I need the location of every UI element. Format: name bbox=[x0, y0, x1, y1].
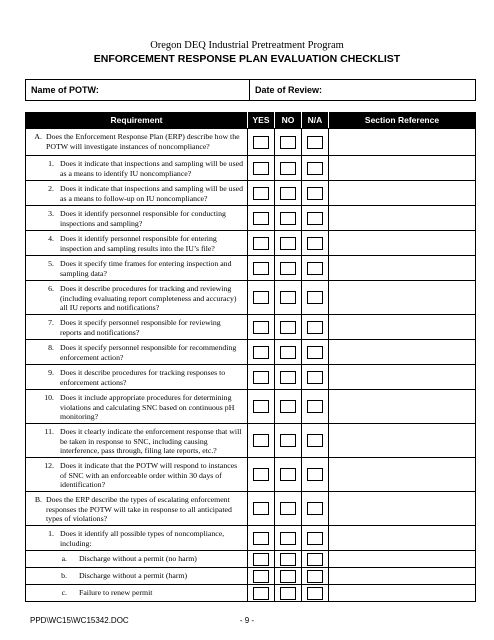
yes-cell bbox=[247, 365, 274, 389]
column-header-na: N/A bbox=[301, 112, 328, 128]
item-number: c. bbox=[61, 588, 67, 597]
na-cell bbox=[301, 181, 328, 205]
requirement-cell bbox=[26, 129, 247, 155]
no-checkbox[interactable] bbox=[280, 237, 296, 250]
yes-cell bbox=[247, 206, 274, 230]
na-checkbox[interactable] bbox=[307, 321, 323, 334]
yes-cell bbox=[247, 526, 274, 550]
item-number: 6. bbox=[48, 284, 54, 293]
yes-checkbox[interactable] bbox=[253, 371, 269, 384]
no-cell bbox=[274, 526, 301, 550]
requirement-text: Does it describe procedures for tracking responses to enforcement actions? bbox=[60, 368, 226, 387]
no-cell bbox=[274, 365, 301, 389]
section-reference-cell[interactable] bbox=[328, 129, 475, 155]
no-cell bbox=[274, 585, 301, 601]
yes-checkbox[interactable] bbox=[253, 434, 269, 447]
no-checkbox[interactable] bbox=[280, 212, 296, 225]
requirement-text: Does it indicate that the POTW will respond to instances of SNC with an enforceable order within 30 days of identification? bbox=[60, 461, 238, 490]
requirement-text: Does the ERP describe the types of escalating enforcement responses the POTW will take in response to all anticipated types of violations? bbox=[46, 495, 232, 524]
na-checkbox[interactable] bbox=[307, 136, 323, 149]
na-checkbox[interactable] bbox=[307, 553, 323, 566]
item-number: 2. bbox=[48, 184, 54, 193]
requirement-cell bbox=[26, 281, 247, 314]
no-cell bbox=[274, 256, 301, 280]
requirement-text: Does it include appropriate procedures for determining violations and calculating SNC based on continuous pH monitoring? bbox=[60, 393, 235, 422]
yes-checkbox[interactable] bbox=[253, 212, 269, 225]
yes-cell bbox=[247, 340, 274, 364]
no-checkbox[interactable] bbox=[280, 187, 296, 200]
na-checkbox[interactable] bbox=[307, 400, 323, 413]
section-reference-cell[interactable] bbox=[328, 424, 475, 457]
item-number: A. bbox=[34, 132, 42, 141]
table-row bbox=[26, 364, 475, 389]
table-row bbox=[26, 280, 475, 314]
table-row bbox=[26, 314, 475, 339]
yes-cell bbox=[247, 281, 274, 314]
table-row bbox=[26, 389, 475, 423]
table-row bbox=[26, 457, 475, 491]
yes-checkbox[interactable] bbox=[253, 468, 269, 481]
footer-page-number: - 9 - bbox=[239, 616, 255, 625]
table-header bbox=[26, 112, 475, 128]
program-name: Oregon DEQ Industrial Pretreatment Program bbox=[150, 40, 344, 51]
na-cell bbox=[301, 206, 328, 230]
na-cell bbox=[301, 365, 328, 389]
requirement-text: Does it specify personnel responsible for reviewing reports and notifications? bbox=[60, 318, 221, 337]
no-cell bbox=[274, 390, 301, 423]
no-cell bbox=[274, 424, 301, 457]
no-checkbox[interactable] bbox=[280, 346, 296, 359]
table-row bbox=[26, 230, 475, 255]
requirement-cell bbox=[26, 458, 247, 491]
no-cell bbox=[274, 315, 301, 339]
yes-cell bbox=[247, 181, 274, 205]
no-checkbox[interactable] bbox=[280, 262, 296, 275]
yes-checkbox[interactable] bbox=[253, 136, 269, 149]
item-number: 5. bbox=[48, 259, 54, 268]
review-info-row bbox=[25, 79, 476, 101]
table-row bbox=[26, 567, 475, 584]
item-number: a. bbox=[61, 554, 67, 563]
section-reference-cell[interactable] bbox=[328, 551, 475, 567]
no-checkbox[interactable] bbox=[280, 291, 296, 304]
yes-checkbox[interactable] bbox=[253, 237, 269, 250]
section-reference-cell[interactable] bbox=[328, 526, 475, 550]
requirement-cell bbox=[26, 156, 247, 180]
item-number: 1. bbox=[48, 529, 54, 538]
no-checkbox[interactable] bbox=[280, 400, 296, 413]
section-reference-cell[interactable] bbox=[328, 256, 475, 280]
requirement-text: Discharge without a permit (no harm) bbox=[79, 554, 197, 563]
no-cell bbox=[274, 458, 301, 491]
yes-checkbox[interactable] bbox=[253, 346, 269, 359]
na-cell bbox=[301, 281, 328, 314]
yes-checkbox[interactable] bbox=[253, 587, 269, 600]
na-cell bbox=[301, 156, 328, 180]
no-cell bbox=[274, 206, 301, 230]
yes-cell bbox=[247, 129, 274, 155]
no-checkbox[interactable] bbox=[280, 553, 296, 566]
yes-cell bbox=[247, 231, 274, 255]
no-checkbox[interactable] bbox=[280, 371, 296, 384]
requirement-text: Does it describe procedures for tracking and reviewing (including evaluating report completeness and accuracy) all IU reports and notifications? bbox=[60, 284, 237, 313]
item-number: 3. bbox=[48, 209, 54, 218]
potw-name-field[interactable]: Name of POTW: bbox=[26, 80, 250, 100]
column-header-yes: YES bbox=[247, 112, 274, 128]
column-header-no: NO bbox=[274, 112, 301, 128]
section-reference-cell[interactable] bbox=[328, 585, 475, 601]
table-row bbox=[26, 255, 475, 280]
item-number: 11. bbox=[44, 427, 54, 436]
item-number: 4. bbox=[48, 234, 54, 243]
requirement-text: Does it specify time frames for entering inspection and sampling data? bbox=[60, 259, 232, 278]
review-date-field[interactable]: Date of Review: bbox=[255, 85, 323, 95]
section-reference-cell[interactable] bbox=[328, 206, 475, 230]
footer-file-path: PPD\WC15\WC15342.DOC bbox=[30, 616, 129, 625]
section-reference-cell[interactable] bbox=[328, 340, 475, 364]
yes-checkbox[interactable] bbox=[253, 187, 269, 200]
no-cell bbox=[274, 568, 301, 584]
na-checkbox[interactable] bbox=[307, 434, 323, 447]
na-cell bbox=[301, 231, 328, 255]
yes-cell bbox=[247, 256, 274, 280]
no-cell bbox=[274, 156, 301, 180]
na-checkbox[interactable] bbox=[307, 212, 323, 225]
requirement-cell bbox=[26, 551, 247, 567]
table-row bbox=[26, 550, 475, 567]
requirement-text: Discharge without a permit (harm) bbox=[79, 571, 188, 580]
no-cell bbox=[274, 281, 301, 314]
requirement-text: Does the Enforcement Response Plan (ERP) describe how the POTW will investigate instances of noncompliance? bbox=[46, 132, 240, 151]
na-checkbox[interactable] bbox=[307, 262, 323, 275]
section-reference-cell[interactable] bbox=[328, 390, 475, 423]
requirement-cell bbox=[26, 206, 247, 230]
no-checkbox[interactable] bbox=[280, 136, 296, 149]
table-row bbox=[26, 155, 475, 180]
requirement-text: Does it clearly indicate the enforcement response that will be taken in response to SNC, including causing interference, pass through, filing late reports, etc.? bbox=[60, 427, 242, 456]
no-checkbox[interactable] bbox=[280, 321, 296, 334]
yes-checkbox[interactable] bbox=[253, 400, 269, 413]
no-checkbox[interactable] bbox=[280, 502, 296, 515]
na-cell bbox=[301, 256, 328, 280]
yes-checkbox[interactable] bbox=[253, 502, 269, 515]
yes-checkbox[interactable] bbox=[253, 553, 269, 566]
requirement-cell bbox=[26, 340, 247, 364]
section-reference-cell[interactable] bbox=[328, 281, 475, 314]
no-checkbox[interactable] bbox=[280, 162, 296, 175]
yes-cell bbox=[247, 458, 274, 491]
na-checkbox[interactable] bbox=[307, 346, 323, 359]
no-checkbox[interactable] bbox=[280, 434, 296, 447]
table-row bbox=[26, 339, 475, 364]
item-number: b. bbox=[61, 571, 67, 580]
item-number: 12. bbox=[44, 461, 54, 470]
section-reference-cell[interactable] bbox=[328, 365, 475, 389]
item-number: 10. bbox=[44, 393, 54, 402]
yes-cell bbox=[247, 585, 274, 601]
requirement-text: Does it identify personnel responsible for entering inspection and sampling results into the IU’s file? bbox=[60, 234, 217, 253]
no-cell bbox=[274, 492, 301, 525]
no-cell bbox=[274, 340, 301, 364]
requirement-cell bbox=[26, 231, 247, 255]
requirement-text: Does it identify personnel responsible for conducting inspections and sampling? bbox=[60, 209, 226, 228]
requirement-cell bbox=[26, 256, 247, 280]
table-row bbox=[26, 584, 475, 601]
na-cell bbox=[301, 458, 328, 491]
requirement-cell bbox=[26, 315, 247, 339]
yes-cell bbox=[247, 390, 274, 423]
na-checkbox[interactable] bbox=[307, 570, 323, 583]
checklist-table bbox=[25, 112, 476, 602]
yes-checkbox[interactable] bbox=[253, 570, 269, 583]
yes-cell bbox=[247, 156, 274, 180]
requirement-text: Does it identify all possible types of noncompliance, including: bbox=[60, 529, 225, 548]
na-checkbox[interactable] bbox=[307, 371, 323, 384]
no-checkbox[interactable] bbox=[280, 532, 296, 545]
requirement-text: Does it indicate that inspections and sampling will be used as a means to follow-up on IU noncompliance? bbox=[60, 184, 243, 203]
yes-checkbox[interactable] bbox=[253, 321, 269, 334]
na-cell bbox=[301, 492, 328, 525]
requirement-cell bbox=[26, 390, 247, 423]
requirement-text: Does it indicate that inspections and sampling will be used as a means to identify IU noncompliance? bbox=[60, 159, 243, 178]
table-row bbox=[26, 423, 475, 457]
na-cell bbox=[301, 390, 328, 423]
document-title: ENFORCEMENT RESPONSE PLAN EVALUATION CHECKLIST bbox=[93, 53, 401, 65]
requirement-text: Failure to renew permit bbox=[79, 588, 153, 597]
requirement-cell bbox=[26, 492, 247, 525]
yes-checkbox[interactable] bbox=[253, 291, 269, 304]
requirement-cell bbox=[26, 181, 247, 205]
requirement-cell bbox=[26, 526, 247, 550]
no-cell bbox=[274, 551, 301, 567]
na-cell bbox=[301, 551, 328, 567]
item-number: 1. bbox=[48, 159, 54, 168]
na-checkbox[interactable] bbox=[307, 587, 323, 600]
requirement-cell bbox=[26, 568, 247, 584]
column-header-section-reference: Section Reference bbox=[328, 112, 475, 128]
section-reference-cell[interactable] bbox=[328, 458, 475, 491]
table-row bbox=[26, 180, 475, 205]
yes-cell bbox=[247, 551, 274, 567]
na-checkbox[interactable] bbox=[307, 237, 323, 250]
section-reference-cell[interactable] bbox=[328, 492, 475, 525]
table-row bbox=[26, 491, 475, 525]
item-number: 8. bbox=[48, 343, 54, 352]
requirement-cell bbox=[26, 585, 247, 601]
yes-checkbox[interactable] bbox=[253, 162, 269, 175]
section-reference-cell[interactable] bbox=[328, 181, 475, 205]
section-reference-cell[interactable] bbox=[328, 231, 475, 255]
requirement-cell bbox=[26, 424, 247, 457]
yes-cell bbox=[247, 568, 274, 584]
section-reference-cell[interactable] bbox=[328, 568, 475, 584]
na-checkbox[interactable] bbox=[307, 502, 323, 515]
yes-cell bbox=[247, 492, 274, 525]
no-checkbox[interactable] bbox=[280, 570, 296, 583]
no-checkbox[interactable] bbox=[280, 587, 296, 600]
table-row bbox=[26, 205, 475, 230]
requirement-text: Does it specify personnel responsible for recommending enforcement action? bbox=[60, 343, 237, 362]
no-cell bbox=[274, 129, 301, 155]
requirement-cell bbox=[26, 365, 247, 389]
column-header-requirement: Requirement bbox=[110, 115, 163, 125]
table-body bbox=[26, 128, 475, 601]
yes-cell bbox=[247, 424, 274, 457]
yes-checkbox[interactable] bbox=[253, 262, 269, 275]
no-cell bbox=[274, 181, 301, 205]
na-checkbox[interactable] bbox=[307, 468, 323, 481]
yes-checkbox[interactable] bbox=[253, 532, 269, 545]
na-cell bbox=[301, 340, 328, 364]
na-cell bbox=[301, 315, 328, 339]
na-checkbox[interactable] bbox=[307, 187, 323, 200]
no-cell bbox=[274, 231, 301, 255]
section-reference-cell[interactable] bbox=[328, 315, 475, 339]
no-checkbox[interactable] bbox=[280, 468, 296, 481]
na-checkbox[interactable] bbox=[307, 291, 323, 304]
table-row bbox=[26, 128, 475, 155]
item-number: 7. bbox=[48, 318, 54, 327]
section-reference-cell[interactable] bbox=[328, 156, 475, 180]
table-row bbox=[26, 525, 475, 550]
na-cell bbox=[301, 526, 328, 550]
yes-cell bbox=[247, 315, 274, 339]
item-number: B. bbox=[34, 495, 42, 504]
item-number: 9. bbox=[48, 368, 54, 377]
na-cell bbox=[301, 129, 328, 155]
na-checkbox[interactable] bbox=[307, 532, 323, 545]
na-cell bbox=[301, 585, 328, 601]
na-cell bbox=[301, 424, 328, 457]
na-cell bbox=[301, 568, 328, 584]
na-checkbox[interactable] bbox=[307, 162, 323, 175]
